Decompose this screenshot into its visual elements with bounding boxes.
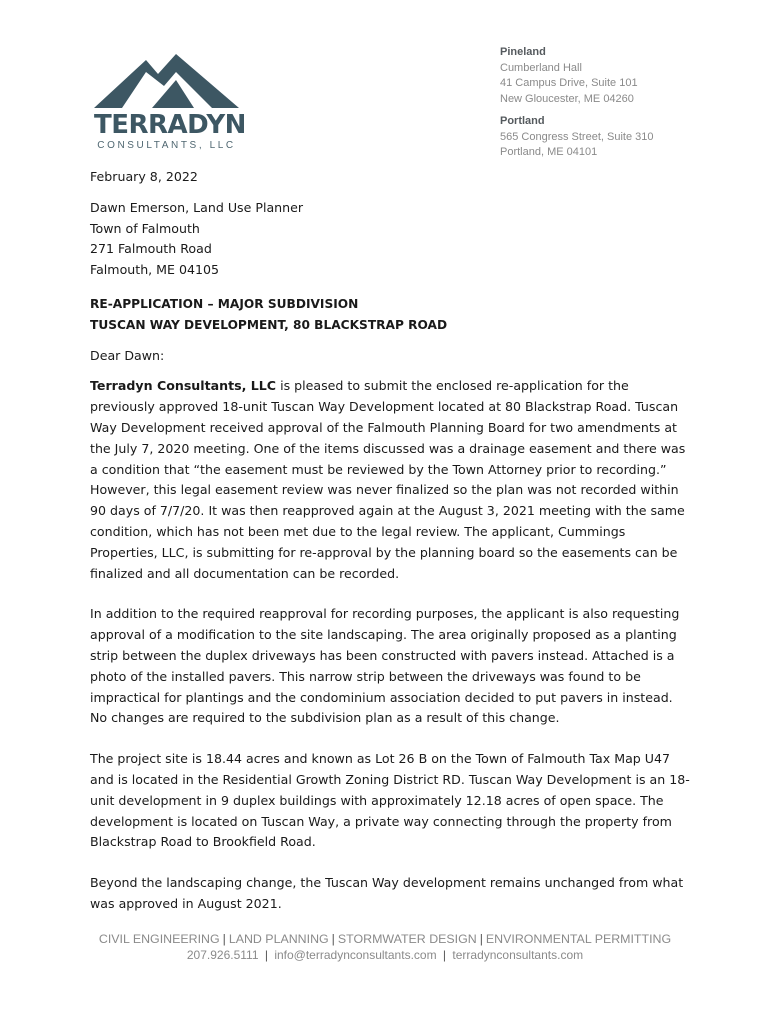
paragraph-1 [90,376,690,584]
office-line: 565 Congress Street, Suite 310 [500,130,654,143]
footer-website[interactable]: terradynconsultants.com [452,948,584,962]
subject-line-2: TUSCAN WAY DEVELOPMENT, 80 BLACKSTRAP ROAD [90,317,448,332]
subject-line [90,294,690,336]
office-line: New Gloucester, ME 04260 [500,92,634,105]
office-addresses [500,45,740,168]
logo-company-name: TERRADYN [94,110,246,140]
office-line: 41 Campus Drive, Suite 101 [500,77,638,89]
footer-separator: | [479,932,483,946]
company-name-lead: Terradyn Consultants, LLC [90,378,277,394]
office-line: Portland, ME 04101 [500,146,598,158]
footer-contact [0,947,770,963]
footer-email[interactable]: info@terradynconsultants.com [274,948,437,962]
footer-services [0,931,770,947]
office-line: Cumberland Hall [500,61,582,74]
recipient-line: Falmouth, ME 04105 [90,262,220,278]
salutation: Dear Dawn: [90,347,165,363]
letter-date: February 8, 2022 [90,169,198,184]
letter-body [90,167,690,935]
office-name: Pineland [500,46,546,58]
recipient-address [90,198,690,281]
service-item: ENVIRONMENTAL PERMITTING [485,932,672,946]
mountain-icon [94,50,239,112]
paragraph-1-text: is pleased to submit the enclosed re-application for the previously approved 18-unit Tuscan Way Development located at 80 Blackstrap Road. Tuscan Way Development received approval of the Falmouth Planning Board for two amendments at the July 7, 2020 meeting. One of the items discussed was a drainage easement and there was a condition that “the easement must be reviewed by the Town Attorney prior to recording.” However, this legal easement review was never finalized so the plan was not recorded within 90 days of 7/7/20. It was then reapproved again at the August 3, 2021 meeting with the same condition, which has not been met due to the legal review. The applicant, Cummings Properties, LLC, is submitting for re-approval by the planning board so the easements can be finalized and all documentation can be recorded. [90,378,686,581]
subject-line-1: RE-APPLICATION – MAJOR SUBDIVISION [90,296,359,311]
paragraph-2: In addition to the required reapproval for recording purposes, the applicant is also requesting approval of a modification to the site landscaping. The area originally proposed as a planting strip between the duplex driveways has been constructed with pavers instead. Attached is a photo of the installed pavers. This narrow strip between the driveways was found to be impractical for plantings and the condominium association decided to put pavers in instead. No changes are required to the subdivision plan as a result of this change. [90,606,680,726]
service-item: CIVIL ENGINEERING [98,932,220,946]
service-item: LAND PLANNING [228,932,329,946]
letter-footer [0,931,770,963]
recipient-line: Town of Falmouth [90,220,200,236]
service-item: STORMWATER DESIGN [337,932,477,946]
office-name: Portland [500,115,545,127]
paragraph-4: Beyond the landscaping change, the Tuscan Way development remains unchanged from what was approved in August 2021. [90,875,684,911]
footer-separator: | [442,948,447,962]
company-logo [94,50,246,154]
footer-separator: | [331,932,335,946]
office-portland [500,114,740,161]
footer-phone: 207.926.5111 [186,948,259,962]
recipient-line: Dawn Emerson, Land Use Planner [90,199,304,215]
footer-separator: | [264,948,268,962]
office-pineland [500,45,740,107]
recipient-line: 271 Falmouth Road [90,241,212,257]
paragraph-3: The project site is 18.44 acres and known as Lot 26 B on the Town of Falmouth Tax Map U47 and is located in the Residential Growth Zoning District RD. Tuscan Way Development is an 18-unit development in 9 duplex buildings with approximately 12.18 acres of open space. The development is located on Tuscan Way, a private way connecting through the property from Blackstrap Road to Brookfield Road. [90,751,690,850]
logo-company-sub: CONSULTANTS, LLC [97,140,236,151]
footer-separator: | [222,932,226,946]
